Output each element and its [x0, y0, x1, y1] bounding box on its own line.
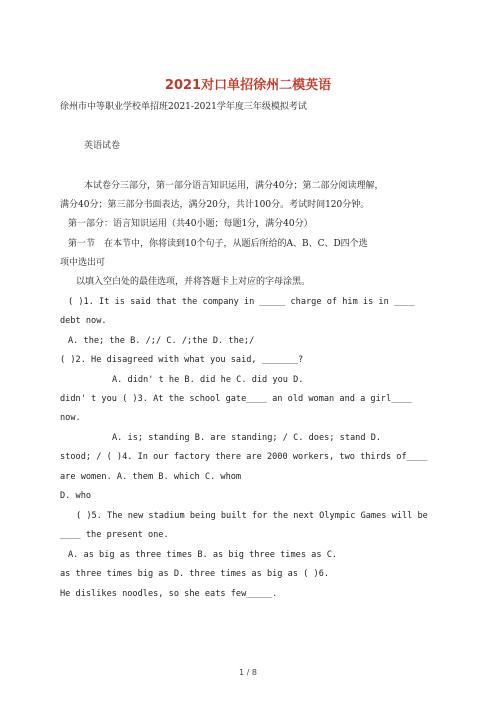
question-1-options: A. the; the B. /;/ C. /;the D. the;/ — [68, 336, 255, 346]
intro-line-1: 本试卷分三部分，第一部分语言知识运用，满分40分；第二部分阅读理解， — [84, 181, 384, 191]
question-5-line-2: ____ the present one. — [60, 530, 169, 540]
question-4-options: are women. A. them B. which C. whom — [60, 472, 242, 482]
intro-line-2: 满分40分；第三部分书面表达，满分20分，共计100分。考试时间120分钟。 — [60, 200, 370, 210]
question-3-options: A. is; standing B. are standing; / C. does; stand D. — [112, 433, 382, 443]
question-2-options: A. didn' t he B. did he C. did you D. — [112, 375, 304, 385]
question-1-line: ( )1. It is said that the company in _____ charge of him is in ____ — [68, 297, 415, 307]
question-5-options-1: A. as big as three times B. as big three times as C. — [68, 550, 338, 560]
paper-name: 英语试卷 — [84, 141, 121, 151]
exam-subtitle: 徐州市中等职业学校单招班2021-2021学年度三年级模拟考试 — [60, 102, 307, 112]
page-number: 1 / 8 — [239, 668, 257, 677]
question-4-line: stood; / ( )4. In our factory there are 2000 workers, two thirds of____ — [60, 452, 428, 462]
page-title: 2021对口单招徐州二模英语 — [164, 78, 332, 93]
question-1-line-2: debt now. — [60, 316, 107, 326]
question-3-line: didn' t you ( )3. At the school gate____ an old woman and a girl____ — [60, 394, 412, 404]
question-2-line: ( )2. He disagreed with what you said, _______? — [60, 355, 304, 365]
section-one-line-3: 以填入空白处的最佳选项，并将答题卡上对应的字母涂黑。 — [76, 277, 311, 287]
section-one-line-1: 第一节 在本节中，你将读到10个句子，从题后所给的A、B、C、D四个选 — [68, 239, 368, 249]
section-one-line-2: 项中选出可 — [60, 258, 106, 268]
part-one-heading: 第一部分：语言知识运用（共40小题；每题1分，满分40分） — [68, 219, 313, 229]
question-4-option-d: D. who — [60, 491, 92, 501]
question-3-line-2: now. — [60, 413, 81, 423]
question-5-line: ( )5. The new stadium being built for the next Olympic Games will be — [76, 511, 428, 521]
question-5-options-2: as three times big as D. three times as big as ( )6. — [60, 569, 330, 579]
question-6-line: He dislikes noodles, so she eats few_____. — [60, 589, 278, 599]
